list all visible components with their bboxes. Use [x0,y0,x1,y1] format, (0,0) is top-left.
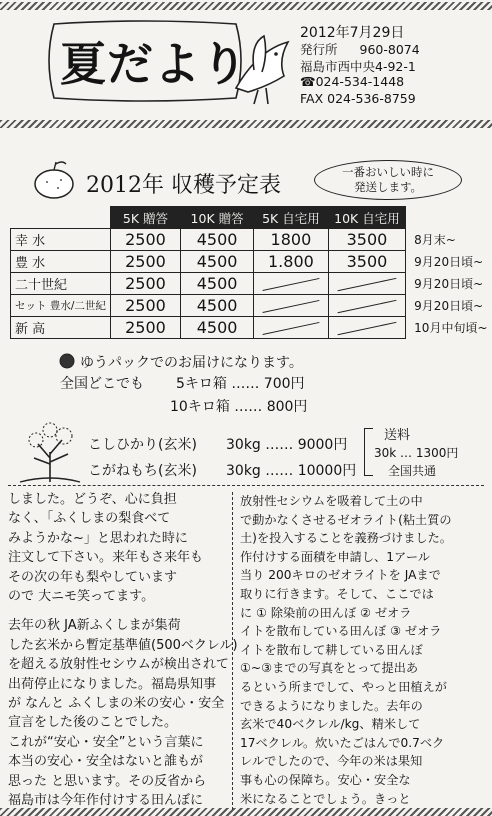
variety-name: 豊 水 [11,251,111,273]
article-line: るという所までして、やっと田植えが [240,679,447,694]
price-cell: 2500 [110,251,180,273]
bird-mascot-icon [228,30,296,110]
article-line: レルでしたので、今年の米は果知 [240,754,423,769]
article-line: 放射性セシウムを吸着して土の中 [240,494,423,508]
column-header: 10K 自宅用 [328,207,405,229]
variety-name: 二十世紀 [11,273,111,295]
left-article [8,490,238,811]
price-cell: 2500 [110,229,180,251]
article-line: 17ベクレル。炊いたごはんで0.7ベク [240,735,445,750]
article-line: 取りに行きます。そして、ここでは [240,586,434,601]
article-line: 米になることでしょう。きっと [240,791,411,806]
shipping-range: 30k … 1300円 [374,446,459,460]
article-line: 土)を投入することを義務づけました。 [240,531,452,546]
table-header-row [11,207,492,229]
column-header: 5K 自宅用 [254,207,329,229]
price-cell: 4500 [181,229,254,251]
koshihikari-label: こしひかり(玄米) [88,437,197,453]
shipping-note: 全国共通 [388,464,437,478]
top-border-decoration [0,2,492,10]
yupack-notice: ゆうパックでのお届けになります。 [80,355,303,371]
price-cell: 2500 [110,317,180,339]
article-line: 思った と思います。その反省から [8,773,207,789]
postal-code: 960-8074 [359,42,420,57]
article-line: 当り 200キロのゼオライトを JAまで [240,568,441,583]
price-cell: 4500 [181,273,254,295]
note-header [406,207,492,229]
bullet-dot-icon [58,352,76,370]
variety-name: 新 高 [11,317,111,339]
price-cell: 4500 [181,295,254,317]
article-line: 出荷停止になりました。福島県知事 [8,676,217,692]
table-row [11,229,492,251]
koganemochi-price: 30kg …… 10000円 [226,463,357,479]
article-line: みようかな~」と思われた時に [8,530,188,546]
column-header: 10K 贈答 [181,207,254,229]
tree-illustration-icon [14,418,86,484]
table-row [11,251,492,273]
table-row [11,295,492,317]
publisher-line [300,40,420,58]
shipping-label: 送料 [384,428,411,443]
not-available-cell [328,295,405,317]
issue-date: 2012年7月29日 [300,25,405,41]
column-header: 5K 贈答 [110,207,180,229]
article-line: ①~③までの写真をとって提出あ [240,661,419,676]
variety-name: セット 豊水/二世紀 [11,295,111,317]
harvest-period: 10月中旬頃~ [414,321,488,335]
article-line: 注文して下さい。来年もさ来年も [8,550,204,566]
newsletter-title: 夏だより [60,37,248,91]
yupack-nationwide: 全国どこでも [60,376,144,392]
delivery-note-bubble [314,160,462,200]
article-line: を超える放射性セシウムが検出されて [8,657,229,673]
price-cell: 4500 [181,317,254,339]
harvest-period: 8月末~ [414,233,456,247]
koganemochi-label: こがねもち(玄米) [88,463,197,479]
price-cell: 2500 [110,295,180,317]
price-cell: 3500 [328,229,405,251]
section-divider [8,485,484,486]
address: 福島市西中央4-92-1 [300,59,416,74]
article-line: で動かなくさせるゼオライト(粘土質の [240,512,452,527]
article-line: に ① 除染前の田んぼ ② ゼオラ [240,605,412,620]
schedule-title: 2012年 収穫予定表 [86,173,281,198]
price-cell: 3500 [328,251,405,273]
article-line: 宣言をした後のことでした。 [8,715,178,731]
article-line: しました。どうぞ、心に負担 [8,492,177,507]
article-line: イトを散布している田んぼ ③ ゼオラ [240,624,442,639]
harvest-period: 9月20日頃~ [414,277,484,291]
price-cell: 4500 [181,251,254,273]
article-line: した玄米から暫定基準値(500ベクレル) [8,637,238,653]
koshihikari-price: 30kg …… 9000円 [226,437,348,453]
table-row [11,317,492,339]
nashi-pear-icon [30,160,78,200]
article-line: イトを散布して耕している田んぼ [240,642,423,657]
harvest-period: 9月20日頃~ [414,255,484,269]
rice-bracket [364,428,373,476]
not-available-cell [328,317,405,339]
publisher-label: 発行所 [300,42,338,57]
article-line: が なんと ふくしまの米の安心・安全 [8,696,225,712]
price-cell: 2500 [110,273,180,295]
harvest-period: 9月20日頃~ [414,299,484,313]
not-available-cell [254,295,329,317]
article-line: ので 大ニモ笑ってます。 [8,589,155,605]
harvest-schedule-table [10,206,492,339]
price-cell: 1.800 [254,251,329,273]
header-corner [11,207,111,229]
mid-border-decoration [0,120,492,128]
article-line: その次の年も梨やしています [8,569,178,585]
article-line: 福島市は今年作付けする田んぼに [8,793,204,809]
article-line [8,606,238,616]
yupack-10kg-fee: 10キロ箱 …… 800円 [170,399,308,415]
variety-name: 幸 水 [11,229,111,251]
article-line: なく、「ふくしまの梨食べて [8,511,171,527]
bubble-line-1: 一番おいしい時に [342,165,434,179]
article-line: 作付けする面積を申請し、1アール [240,549,430,564]
bubble-line-2: 発送します。 [353,180,423,194]
telephone: ☎024-534-1448 [300,74,405,89]
title-area [40,18,250,104]
fax: FAX 024-536-8759 [300,91,416,106]
not-available-cell [328,273,405,295]
article-line: できるようになりました。去年の [240,698,423,713]
not-available-cell [254,317,329,339]
article-line: 本当の安心・安全はないと誰もが [8,754,204,770]
right-article [240,492,452,808]
price-cell: 1800 [254,229,329,251]
table-row [11,273,492,295]
article-line: これが“安心・安全”という言葉に [8,734,204,750]
article-line: 玄米で40ベクレル/kg、精米して [240,717,421,732]
article-line: 去年の秋 JA新ふくしまが集荷 [8,618,181,634]
yupack-5kg-fee: 5キロ箱 …… 700円 [176,376,305,392]
article-line: 事も心の保障ち。安心・安全な [240,772,411,787]
not-available-cell [254,273,329,295]
